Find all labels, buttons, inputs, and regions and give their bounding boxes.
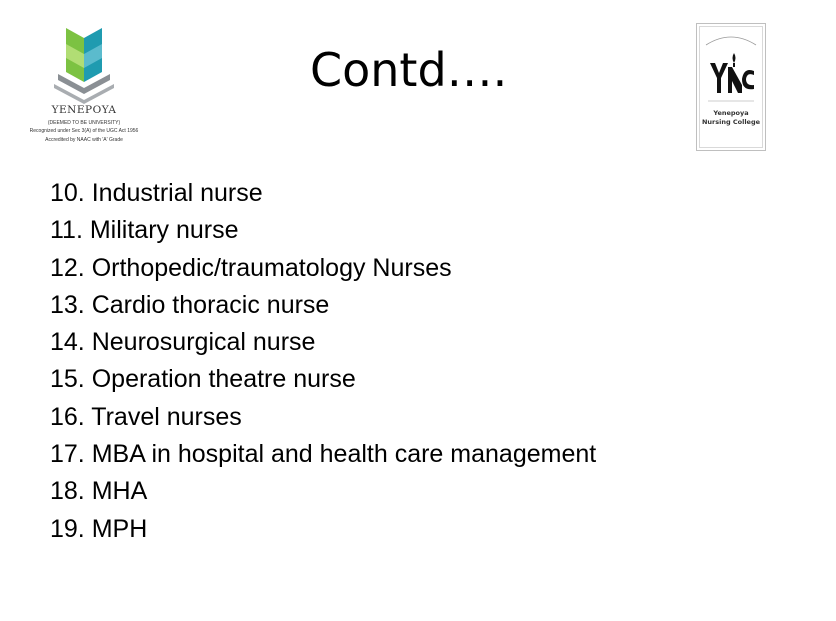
list-item bbox=[50, 324, 596, 361]
yenepoya-university-logo-icon bbox=[44, 24, 124, 104]
yenepoya-nursing-college-logo-icon bbox=[696, 23, 766, 151]
list-item-text: MHA bbox=[91, 477, 148, 506]
list-item-text: Neurosurgical nurse bbox=[91, 328, 316, 357]
list-item-number: 14. bbox=[50, 328, 85, 357]
yenepoya-nursing-college-logo bbox=[696, 23, 768, 153]
yenepoya-ugc-line: Recognized under Sec 3(A) of the UGC Act 1956 bbox=[29, 128, 139, 134]
list-item-number: 17. bbox=[50, 440, 85, 469]
nursing-college-caption bbox=[700, 109, 762, 127]
list-item-text: Cardio thoracic nurse bbox=[91, 290, 330, 319]
list-item bbox=[50, 399, 596, 436]
nursing-college-caption-line1: Yenepoya bbox=[713, 109, 749, 117]
list-item-number: 12. bbox=[50, 253, 85, 282]
nursing-college-caption-line2: Nursing College bbox=[701, 118, 761, 126]
list-item bbox=[50, 361, 596, 398]
yenepoya-deemed-line: (DEEMED TO BE UNIVERSITY) bbox=[47, 120, 121, 126]
slide-title: Contd…. bbox=[310, 43, 508, 97]
list-item bbox=[50, 473, 596, 510]
list-item-text: Industrial nurse bbox=[91, 179, 263, 207]
yenepoya-naac-line: Accredited by NAAC with 'A' Grade bbox=[45, 137, 123, 143]
list-item-number: 15. bbox=[50, 365, 85, 394]
yenepoya-university-logo bbox=[24, 24, 144, 156]
list-item-text: MPH bbox=[91, 514, 148, 543]
list-item-number: 13. bbox=[50, 290, 85, 319]
list-item bbox=[50, 212, 596, 249]
list-item bbox=[50, 287, 596, 324]
list-item-text: Travel nurses bbox=[91, 402, 242, 431]
list-item-text: Operation theatre nurse bbox=[91, 365, 356, 394]
list-item-number: 16. bbox=[50, 402, 85, 431]
list-item-number: 10. bbox=[50, 179, 85, 207]
list-item-number: 19. bbox=[50, 514, 85, 543]
list-item bbox=[50, 250, 596, 287]
list-item bbox=[50, 436, 596, 473]
list-item-number: 18. bbox=[50, 477, 85, 506]
list-item-text: Orthopedic/traumatology Nurses bbox=[91, 253, 452, 282]
list-item bbox=[50, 511, 596, 548]
list-item-text: MBA in hospital and health care management bbox=[91, 440, 597, 469]
yenepoya-name: YENEPOYA bbox=[51, 104, 117, 116]
list-item bbox=[50, 175, 596, 212]
list-item-number: 11. bbox=[50, 216, 83, 245]
career-list bbox=[50, 175, 596, 548]
list-item-text: Military nurse bbox=[89, 216, 239, 245]
